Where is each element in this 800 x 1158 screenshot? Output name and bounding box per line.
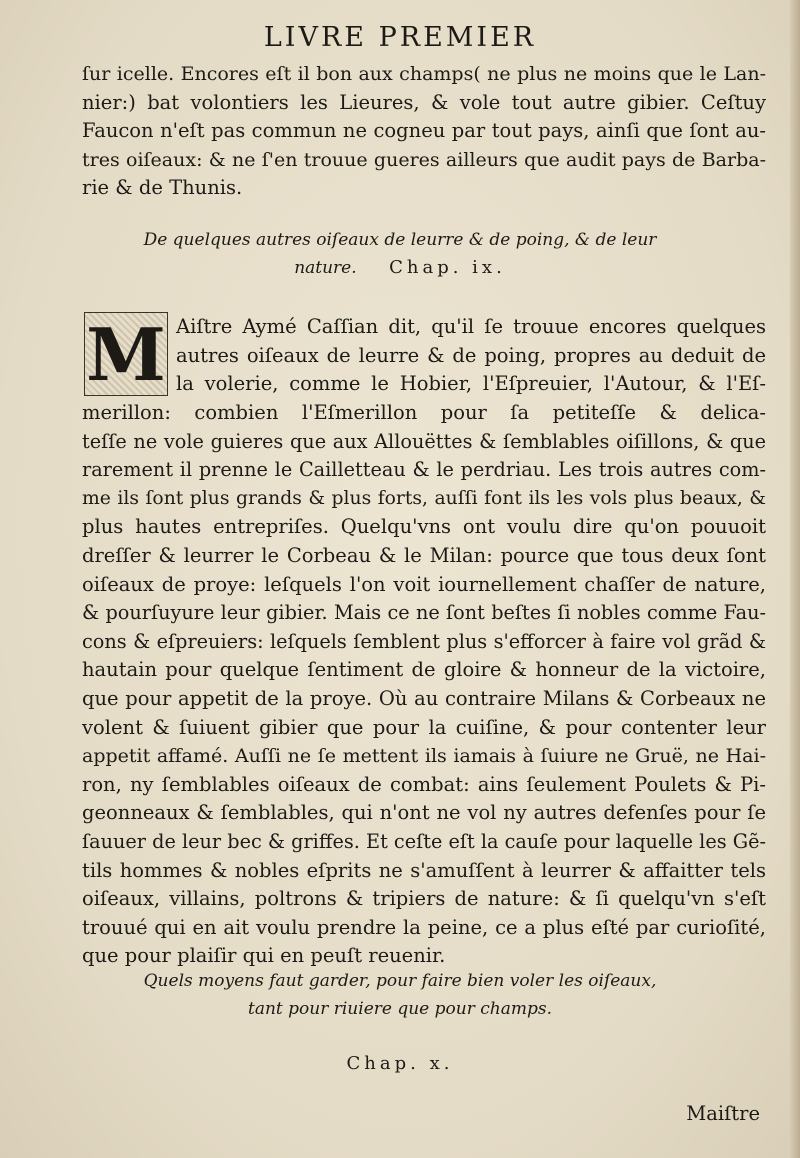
chapter-9-title-line-2: nature. — [294, 258, 357, 278]
text-line: teſſe ne vole guieres que aux Allouëttes & ſemblables oiſillons, & que — [82, 429, 766, 453]
text-line: que pour plaiſir qui en peuſt reuenir. — [82, 944, 446, 968]
paragraph-2 — [82, 399, 766, 971]
running-head: LIVRE PREMIER — [263, 22, 537, 53]
text-line: & pourſuyure leur gibier. Mais ce ne ſont beſtes ſi nobles comme Fau- — [82, 601, 766, 625]
text-line: trouué qui en ait voulu prendre la peine, ce a plus eſté par curioſité, — [82, 915, 766, 939]
text-line: cons & eſpreuiers: leſquels ſemblent plus s'efforcer à faire vol grãd & — [82, 629, 766, 653]
text-line: Aiſtre Aymé Caſſian dit, qu'il ſe trouue encores quelques — [176, 315, 766, 338]
text-line: me ils ſont plus grands & plus forts, auſſi font ils les vols plus beaux, & — [82, 487, 766, 509]
chapter-9-title-line-1: De quelques autres oiſeaux de leurre & de poing, & de leur — [143, 230, 657, 250]
text-line: ron, ny ſemblables oiſeaux de combat: ains ſeulement Poulets & Pi- — [82, 772, 766, 796]
text-line: tres oiſeaux: & ne ſ'en trouue gueres ailleurs que audit pays de Barba- — [82, 148, 766, 171]
drop-cap-letter: M — [86, 311, 166, 397]
text-line: volent & ſuiuent gibier que pour la cuiſine, & pour contenter leur — [82, 715, 766, 739]
chapter-10-label: Chap. x. — [346, 1053, 454, 1074]
chapter-10-heading — [0, 967, 800, 1023]
chapter-9-label: Chap. ix. — [389, 257, 506, 278]
text-line: appetit affamé. Auſſi ne ſe mettent ils iamais à ſuiure ne Gruë, ne Hai- — [82, 745, 766, 768]
text-line: autres oiſeaux de leurre & de poing, propres au deduit de — [176, 343, 766, 367]
ornamented-drop-cap — [84, 312, 168, 396]
text-line: ſauuer de leur bec & griffes. Et ceſte eſt la cauſe pour laquelle les Gẽ- — [82, 829, 766, 853]
chapter-10-label-wrap — [0, 1050, 800, 1078]
text-line: rie & de Thunis. — [82, 176, 243, 200]
text-line: que pour appetit de la proye. Où au contraire Milans & Corbeaux ne — [82, 686, 766, 710]
text-line: oiſeaux, villains, poltrons & tripiers de nature: & ſi quelqu'vn s'eſt — [82, 887, 766, 911]
text-line: plus hautes entrepriſes. Quelqu'vns ont voulu dire qu'on pouuoit — [82, 515, 766, 539]
paragraph-2-indented — [176, 313, 766, 399]
text-line: oiſeaux de proye: leſquels l'on voit iournellement chaſſer de nature, — [82, 572, 766, 596]
chapter-10-title-line-2: tant pour riuiere que pour champs. — [248, 999, 552, 1019]
chapter-10-title-line-1: Quels moyens faut garder, pour faire bien voler les oiſeaux, — [143, 971, 657, 991]
chapter-9-title-line-2-wrap — [0, 254, 800, 282]
catchword: Maiſtre — [686, 1102, 760, 1125]
text-line: la volerie, comme le Hobier, l'Eſpreuier, l'Autour, & l'Eſ- — [176, 372, 766, 396]
chapter-9-heading — [0, 226, 800, 282]
text-line: tils hommes & nobles eſprits ne s'amuſſent à leurrer & affaitter tels — [82, 858, 766, 882]
paragraph-1 — [82, 60, 766, 203]
text-line: merillon: combien l'Eſmerillon pour ſa petiteſſe & delica- — [82, 401, 766, 424]
text-line: geonneaux & ſemblables, qui n'ont ne vol ny autres defenſes pour ſe — [82, 801, 766, 825]
text-line: nier:) bat volontiers les Lieures, & vole tout autre gibier. Ceſtuy — [82, 90, 766, 114]
text-line: Faucon n'eſt pas commun ne cogneu par tout pays, ainſi que ſont au- — [82, 119, 766, 143]
text-line: hautain pour quelque ſentiment de gloire & honneur de la victoire, — [82, 658, 766, 682]
text-line: rarement il prenne le Cailletteau & le perdriau. Les trois autres com- — [82, 458, 766, 482]
text-line: ſur icelle. Encores eſt il bon aux champs( ne plus ne moins que le Lan- — [82, 63, 766, 85]
text-line: dreſſer & leurrer le Corbeau & le Milan: pource que tous deux ſont — [82, 543, 766, 567]
